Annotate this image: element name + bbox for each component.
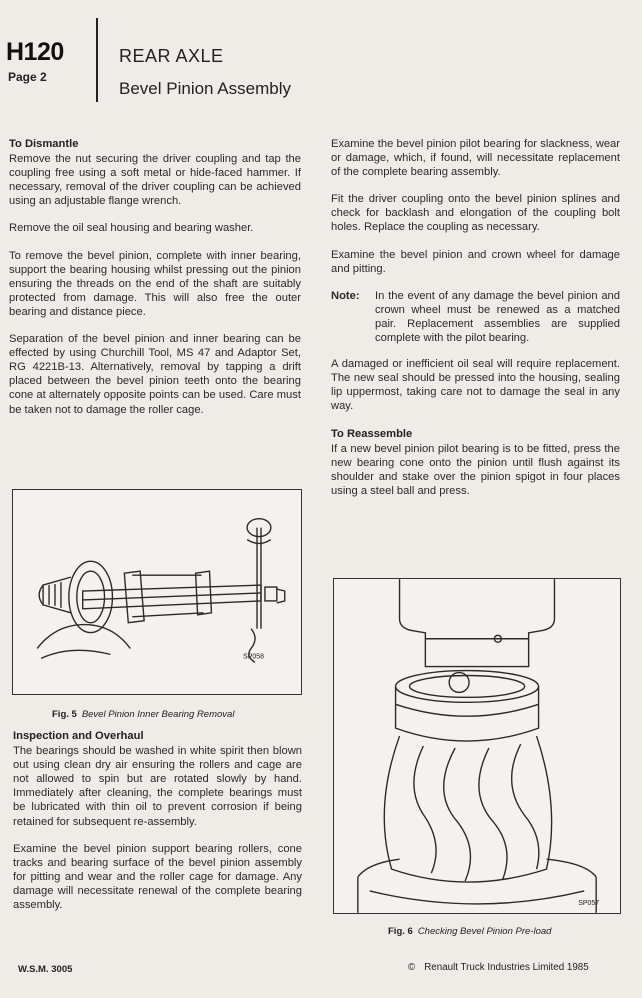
figure-6-number: Fig. 6 bbox=[388, 926, 413, 937]
reassemble-paragraph: If a new bevel pinion pilot bearing is to be fitted, press the new bearing cone onto the pinion until flush against its shoulder and stake over the pinion spigot in four places using a steel ball and press. bbox=[331, 442, 620, 497]
copyright-text: Renault Truck Industries Limited 1985 bbox=[424, 962, 589, 973]
note-text: In the event of any damage the bevel pinion and crown wheel must be renewed as a matched pair. Replacement assemblies are supplied complete with the pilot bearing. bbox=[375, 289, 620, 345]
dismantle-paragraph-4: Separation of the bevel pinion and inner bearing can be effected by using Churchill Tool, MS 47 and Adaptor Set, RG 4221B-13. Alternatively, removal by tapping a drift placed between the bevel pinion teeth onto the bearing cone at alternately opposite points can be used. Care must be taken not to damage the roller cage. bbox=[9, 333, 301, 416]
section-code: H120 bbox=[6, 38, 64, 66]
header-divider bbox=[96, 18, 98, 102]
dismantle-paragraph-3: To remove the bevel pinion, complete with inner bearing, support the bearing housing whilst pressing out the pinion ensuring the threads on the end of the shaft are suitably protected from damage. This will also free the outer bearing and distance piece. bbox=[9, 249, 301, 318]
pilot-bearing-paragraph: Examine the bevel pinion pilot bearing for slackness, wear or damage, which, if found, will necessitate replacement of the complete bearing assembly. bbox=[331, 138, 620, 179]
figure-5-caption bbox=[52, 709, 234, 720]
dismantle-paragraph-2: Remove the oil seal housing and bearing washer. bbox=[9, 222, 254, 235]
figure-5-ref: SP058 bbox=[243, 653, 264, 661]
figure-6 bbox=[333, 578, 621, 914]
reassemble-heading: To Reassemble bbox=[331, 427, 413, 440]
figure-6-caption bbox=[388, 926, 551, 937]
right-column bbox=[331, 137, 620, 511]
dismantle-paragraph-1: Remove the nut securing the driver coupling and tap the coupling free using a soft metal or hide-faced hammer. If necessary, removal of the driver coupling can be achieved using an adjustable flange wrench. bbox=[9, 153, 301, 208]
section-subtitle: Bevel Pinion Assembly bbox=[119, 79, 291, 98]
document-reference: W.S.M. 3005 bbox=[18, 964, 73, 975]
figure-5-number: Fig. 5 bbox=[52, 709, 77, 720]
figure-5 bbox=[12, 489, 302, 695]
puller-tool-illustration bbox=[13, 490, 301, 694]
page-number: Page 2 bbox=[8, 70, 47, 84]
figure-5-title: Bevel Pinion Inner Bearing Removal bbox=[81, 709, 235, 720]
figure-6-title: Checking Bevel Pinion Pre-load bbox=[417, 926, 552, 937]
inspection-paragraph-1: The bearings should be washed in white spirit then blown out using clean dry air ensuring the rollers and cage are not allowed to spin but are rotated slowly by hand. Immediately after cleaning, the complete bearings must be lubricated with thin oil to prevent corrosion if being retained for subsequent re-assembly. bbox=[13, 745, 302, 828]
copyright-symbol: © bbox=[408, 962, 416, 973]
figure-6-ref: SP057 bbox=[578, 899, 600, 907]
dismantle-heading: To Dismantle bbox=[9, 138, 79, 150]
note-block bbox=[331, 289, 620, 345]
inspection-heading: Inspection and Overhaul bbox=[13, 730, 144, 742]
copyright-notice bbox=[408, 962, 589, 973]
left-column bbox=[9, 137, 301, 430]
inspection-paragraph-2: Examine the bevel pinion support bearing rollers, cone tracks and bearing surface of the bevel pinion assembly for pitting and wear and the roller cage for damage. Any damage will necessitate renewal of the complete bearing assembly. bbox=[13, 842, 302, 912]
oil-seal-paragraph: A damaged or inefficient oil seal will require replacement. The new seal should be pressed into the housing, sealing lip uppermost, taking care not to damage the seal in any way. bbox=[331, 358, 620, 413]
press-pinion-illustration bbox=[334, 579, 620, 913]
crown-wheel-paragraph: Examine the bevel pinion and crown wheel for damage and pitting. bbox=[331, 248, 620, 275]
driver-coupling-paragraph: Fit the driver coupling onto the bevel pinion splines and check for backlash and elongation of the coupling bolt holes. Replace the coupling as necessary. bbox=[331, 193, 620, 234]
left-column-lower bbox=[13, 729, 302, 925]
section-title: REAR AXLE bbox=[119, 46, 224, 66]
note-label: Note: bbox=[331, 289, 360, 302]
